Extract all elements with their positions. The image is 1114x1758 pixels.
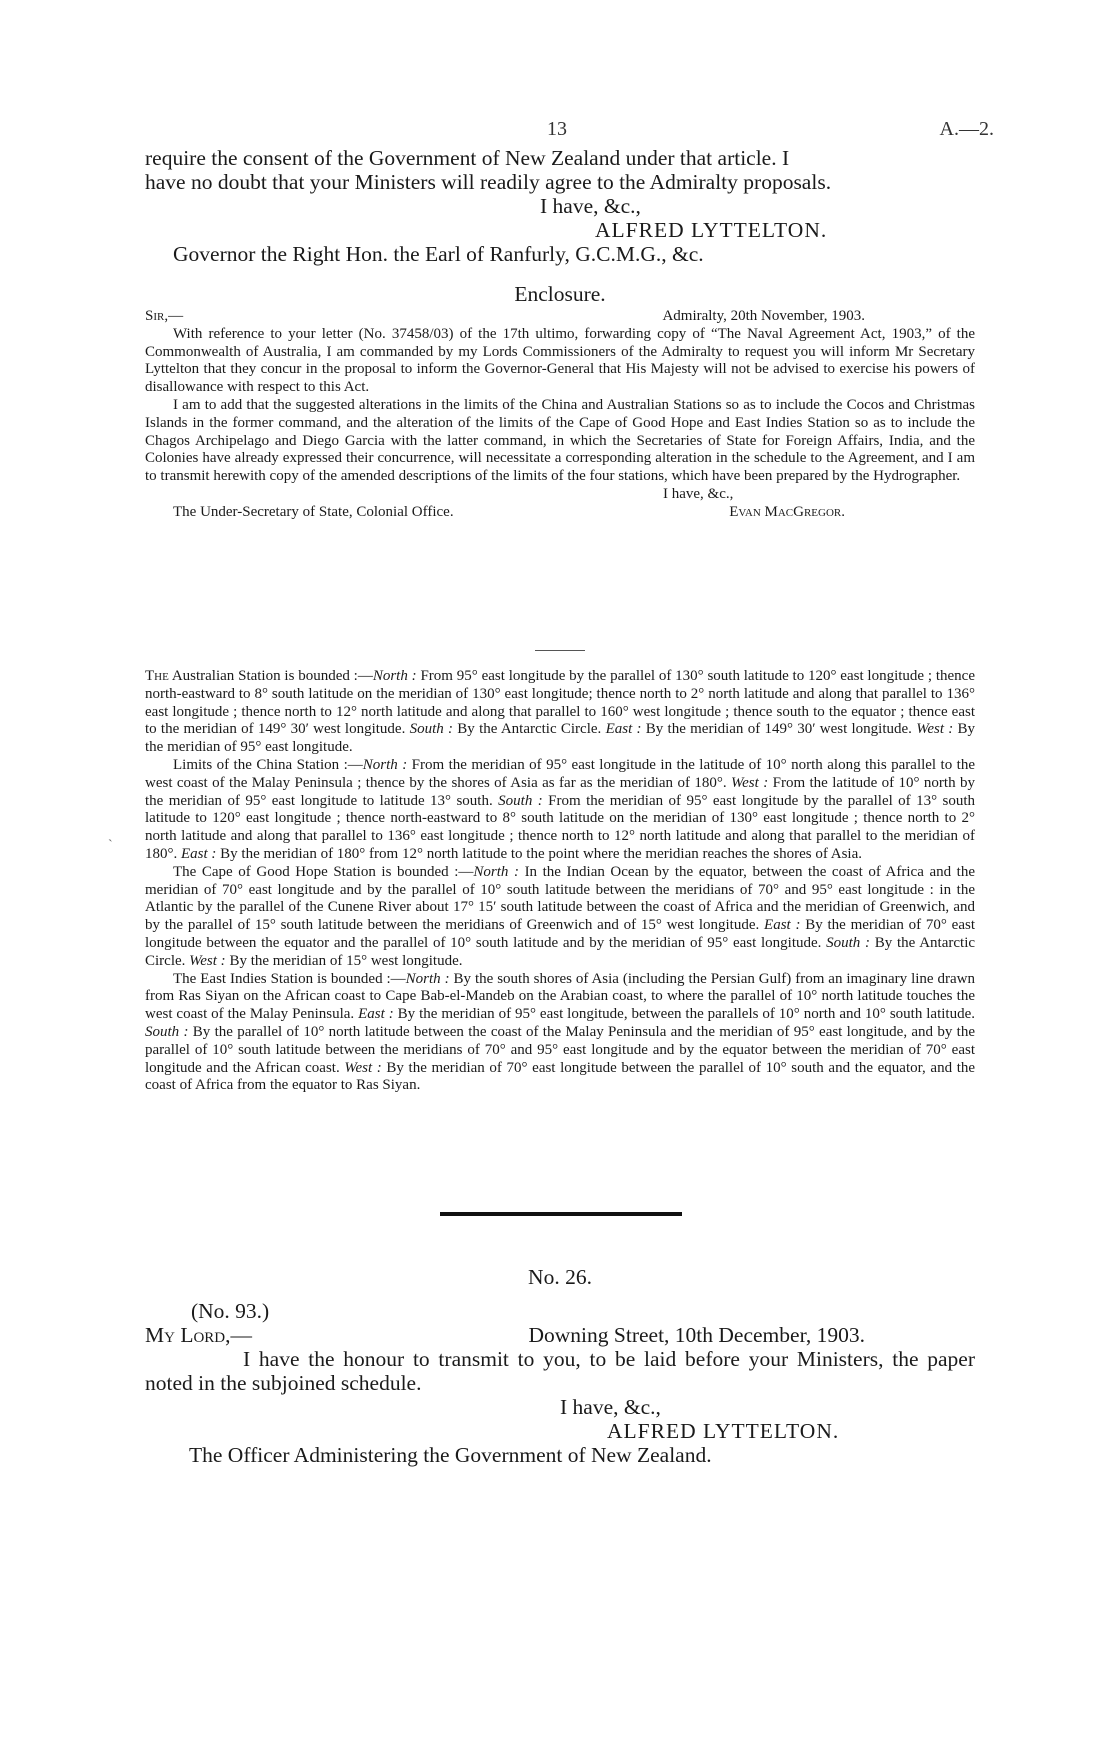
despatch-26-signature: ALFRED LYTTELTON. [607,1419,840,1443]
despatch-26-date-line: Downing Street, 10th December, 1903. [528,1323,865,1347]
section-divider [535,650,585,651]
despatch-26-heading: No. 26. [528,1265,592,1289]
despatch-26-header-row [145,1323,975,1347]
despatch-26 [145,1299,975,1467]
despatch-26-number: (No. 93.) [191,1299,270,1323]
despatch-26-closing: I have, &c., [560,1395,661,1419]
enclosure-heading: Enclosure. [514,282,606,306]
despatch-signature: ALFRED LYTTELTON. [595,218,828,242]
enclosure-date-line: Admiralty, 20th November, 1903. [662,308,865,324]
enclosure-signoff-row [145,504,975,522]
page-number: 13 [547,118,567,140]
despatch-26-salutation: My Lord,— [145,1323,253,1347]
enclosure-addressee: The Under-Secretary of State, Colonial Office. [173,503,454,520]
despatch-closing: I have, &c., [540,194,641,218]
paper-reference: A.—2. [939,118,994,140]
enclosure-header-row [145,308,975,326]
despatch-line-2: have no doubt that your Ministers will readily agree to the Admiralty proposals. [145,170,832,194]
margin-tick-mark: ` [108,838,113,853]
enclosure-letter [145,308,975,522]
enclosure-salutation: Sir,— [145,308,184,324]
china-station-paragraph: Limits of the China Station :—North : From the meridian of 95° east longitude in the latitude of 10° north along this parallel to the west coast of the Malay Peninsula ; thence by the shores of Asia as far as the meridian of 180°. West : From the latitude of 10° north by the meridian of 95° east longitude to latitude 13° south. South : From the meridian of 95° east longitude by the parallel of 13° south latitude to 120° east longitude ; thence north-eastward to 8° south latitude on the meridian of 130° east longitude ; thence north to 2° north latitude and along that parallel to 136° east longitude ; thence north to 12° north latitude and along that parallel to the meridian of 180°. East : By the meridian of 180° from 12° north latitude to the point where the meridian reaches the shores of Asia. [145,756,976,862]
station-limits [145,668,975,1095]
despatch-26-body: I have the honour to transmit to you, to be laid before your Ministers, the paper noted in the subjoined schedule. [145,1347,975,1395]
section-thick-divider [440,1212,682,1216]
despatch-26-addressee: The Officer Administering the Government of New Zealand. [189,1443,712,1467]
despatch-line-1: require the consent of the Government of New Zealand under that article. I [145,146,790,170]
enclosure-closing: I have, &c., [663,485,734,502]
enclosure-paragraph-2: I am to add that the suggested alterations in the limits of the China and Australian Stations so as to include the Cocos and Christmas Islands in the former command, and the alteration of the limits of the Cape of Good Hope and East Indies Station so as to include the Chagos Archipelago and Diego Garcia with the latter command, in which the Secretaries of State for Foreign Affairs, India, and the Colonies have already expressed their concurrence, will necessitate a corresponding alteration in the schedule to the Agreement, and I am to transmit herewith copy of the amended descriptions of the limits of the four stations, which have been prepared by the Hydrographer. [145,396,975,485]
despatch-continuation [145,146,975,266]
despatch-addressee: Governor the Right Hon. the Earl of Ranfurly, G.C.M.G., &c. [173,242,704,266]
cape-station-paragraph: The Cape of Good Hope Station is bounded :—North : In the Indian Ocean by the equator, between the coast of Africa and the meridian of 70° east longitude and by the parallel of 10° south latitude between the meridians of 70° and 95° east longitude : in the Atlantic by the parallel of the Cunene River about 17° 15′ south latitude between the coast of Africa and the meridian of Greenwich, and by the parallel of 15° south latitude between the meridians of Greenwich and of 15° west longitude. East : By the meridian of 70° east longitude between the equator and the parallel of 10° south latitude and by the meridian of 95° east longitude. South : By the Antarctic Circle. West : By the meridian of 15° west longitude. [145,863,976,969]
enclosure-signature: Evan MacGregor. [729,503,845,520]
east-indies-station-paragraph: The East Indies Station is bounded :—North : By the south shores of Asia (including the Persian Gulf) from an imaginary line drawn from Ras Siyan on the African coast to Cape Bab-el-Mandeb on the Arabian coast, to where the parallel of 10° north latitude touches the west coast of the Malay Peninsula. East : By the meridian of 95° east longitude, between the parallels of 10° north and 10° south latitude. South : By the parallel of 10° north latitude between the coast of the Malay Peninsula and the meridian of 95° east longitude, and by the parallel of 10° south latitude between the meridians of 70° and 95° east longitude and by the equator between the meridian of 70° east longitude and the African coast. West : By the meridian of 70° east longitude between the parallel of 10° south and the equator, and the coast of Africa from the equator to Ras Siyan. [145,970,976,1094]
australian-station-paragraph: The Australian Station is bounded :—North : From 95° east longitude by the parallel of 130° south latitude to 120° east longitude ; thence north-eastward to 8° south latitude on the meridian of 130° east longitude; thence north to 2° north latitude and along that parallel to 136° east longitude ; thence north to 12° north latitude and along that parallel to 160° west longitude ; thence south to the equator ; thence east to the meridian of 149° 30′ west longitude. South : By the Antarctic Circle. East : By the meridian of 149° 30′ west longitude. West : By the meridian of 95° east longitude. [145,668,976,756]
enclosure-paragraph-1: With reference to your letter (No. 37458/03) of the 17th ultimo, forwarding copy of “The Naval Agreement Act, 1903,” of the Commonwealth of Australia, I am commanded by my Lords Commissioners of the Admiralty to request you will inform Mr Secretary Lyttelton that they concur in the proposal to inform the Governor-General that His Majesty will not be advised to exercise his powers of disallowance with respect to this Act. [145,325,975,396]
